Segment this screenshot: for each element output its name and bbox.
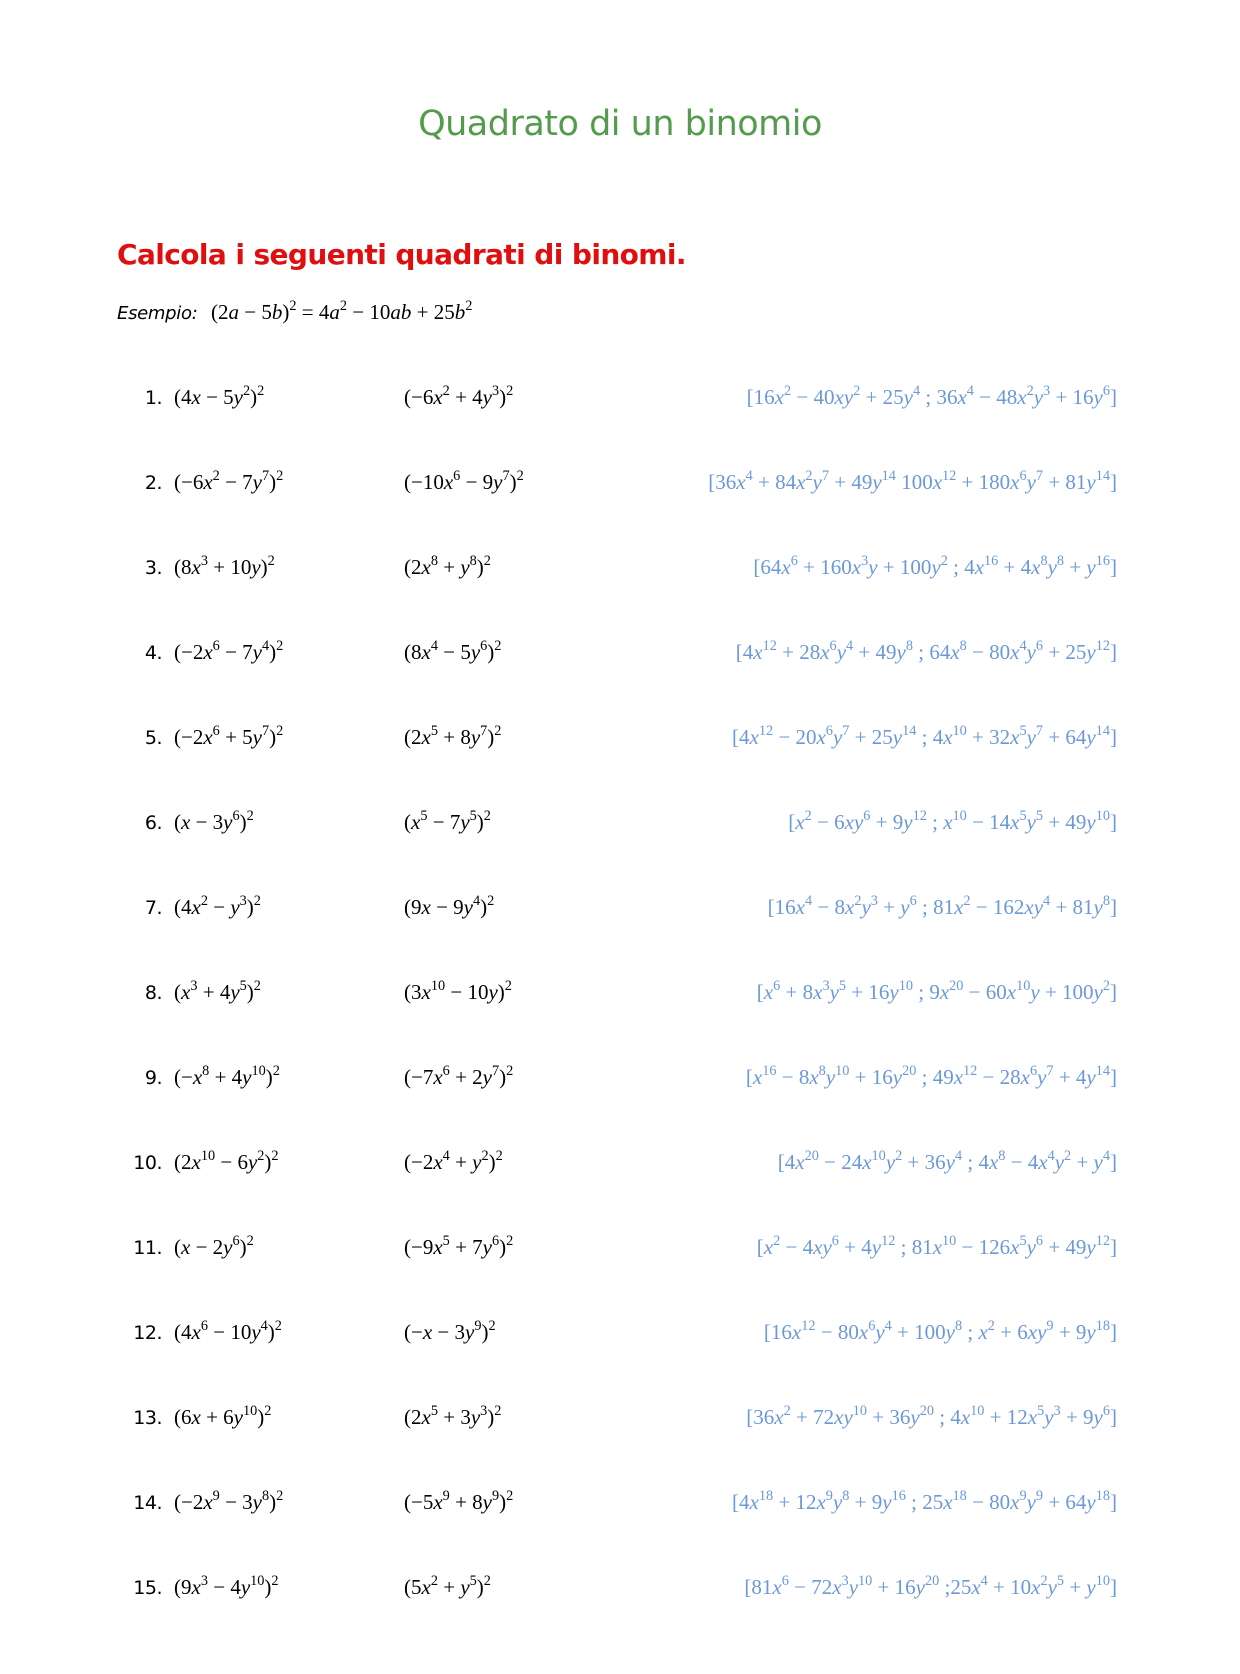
exercise-answer: [$x^2 - 4xy^6 + 4y^{12}$ ; $81x^{10} - 126x^5y^6 + 49y^{12}$] [756, 1232, 1117, 1259]
example-line [117, 297, 473, 325]
exercise-expression-b: $(-2x^4 + y^2)^2$ [404, 1147, 503, 1174]
exercise-expression-a: $(-x^8 + 4y^{10})^2$ [174, 1062, 280, 1089]
exercise-answer: [$16x^{12} - 80x^6y^4 + 100y^8$ ; $x^2 + 6xy^9 + 9y^{18}$] [763, 1317, 1117, 1344]
exercise-number: 2. [144, 472, 162, 494]
exercise-expression-a: $(9x^3 - 4y^{10})^2$ [174, 1572, 279, 1599]
exercise-expression-a: $(x - 2y^6)^2$ [174, 1232, 254, 1259]
exercise-row [0, 1403, 1240, 1443]
exercise-answer: [$64x^6 + 160x^3y + 100y^2$ ; $4x^{16} + 4x^8y^8 + y^{16}$] [753, 552, 1117, 579]
exercise-number: 6. [144, 812, 162, 834]
exercise-answer: [$36x^2 + 72xy^{10} + 36y^{20}$ ; $4x^{10} + 12x^5y^3 + 9y^6$] [746, 1402, 1117, 1429]
exercise-expression-a: $(-6x^2 - 7y^7)^2$ [174, 467, 284, 494]
exercise-row [0, 383, 1240, 423]
exercise-expression-b: $(-5x^9 + 8y^9)^2$ [404, 1487, 514, 1514]
exercise-row [0, 1063, 1240, 1103]
exercise-expression-b: $(2x^8 + y^8)^2$ [404, 552, 491, 579]
exercise-answer: [$4x^{12} - 20x^6y^7 + 25y^{14}$ ; $4x^{10} + 32x^5y^7 + 64y^{14}$] [732, 722, 1117, 749]
exercise-number: 5. [144, 727, 162, 749]
exercise-row [0, 1488, 1240, 1528]
exercise-instruction-heading: Calcola i seguenti quadrati di binomi. [117, 238, 686, 271]
exercise-answer: [$81x^6 - 72x^3y^{10} + 16y^{20}$ $;25x^4 + 10x^2y^5 + y^{10}$] [744, 1572, 1117, 1599]
exercise-number: 12. [133, 1322, 162, 1344]
exercise-answer: [$4x^{18} + 12x^9y^8 + 9y^{16}$ ; $25x^{18} - 80x^9y^9 + 64y^{18}$] [732, 1487, 1117, 1514]
exercise-expression-b: $(2x^5 + 8y^7)^2$ [404, 722, 502, 749]
exercise-answer: [$4x^{12} + 28x^6y^4 + 49y^8$ ; $64x^8 - 80x^4y^6 + 25y^{12}$] [735, 637, 1117, 664]
example-label: Esempio: [117, 303, 198, 324]
exercise-number: 1. [144, 387, 162, 409]
exercise-number: 11. [133, 1237, 162, 1259]
exercise-row [0, 1318, 1240, 1358]
exercise-row [0, 808, 1240, 848]
exercise-answer: [$x^{16} - 8x^8y^{10} + 16y^{20}$ ; $49x^{12} - 28x^6y^7 + 4y^{14}$] [745, 1062, 1117, 1089]
exercise-expression-b: $(9x - 9y^4)^2$ [404, 892, 495, 919]
exercise-answer: [$4x^{20} - 24x^{10}y^2 + 36y^4$ ; $4x^8 - 4x^4y^2 + y^4$] [777, 1147, 1117, 1174]
example-expression: $(2a - 5b)^2 = 4a^2 - 10ab + 25b^2$ [211, 297, 473, 324]
page-title: Quadrato di un binomio [418, 104, 822, 144]
exercise-expression-b: $(x^5 - 7y^5)^2$ [404, 807, 491, 834]
exercise-number: 4. [144, 642, 162, 664]
exercise-number: 13. [133, 1407, 162, 1429]
exercise-expression-b: $(-7x^6 + 2y^7)^2$ [404, 1062, 514, 1089]
exercise-expression-b: $(2x^5 + 3y^3)^2$ [404, 1402, 502, 1429]
exercise-row [0, 1233, 1240, 1273]
exercise-row [0, 638, 1240, 678]
exercise-row [0, 978, 1240, 1018]
exercise-expression-b: $(-10x^6 - 9y^7)^2$ [404, 467, 524, 494]
exercise-expression-a: $(x^3 + 4y^5)^2$ [174, 977, 261, 1004]
exercise-expression-b: $(-9x^5 + 7y^6)^2$ [404, 1232, 514, 1259]
exercise-expression-a: $(4x^2 - y^3)^2$ [174, 892, 261, 919]
exercise-expression-a: $(8x^3 + 10y)^2$ [174, 552, 275, 579]
exercise-expression-a: $(4x - 5y^2)^2$ [174, 382, 265, 409]
exercise-expression-b: $(5x^2 + y^5)^2$ [404, 1572, 491, 1599]
exercise-row [0, 468, 1240, 508]
exercise-answer: [$16x^2 - 40xy^2 + 25y^4$ ; $36x^4 - 48x^2y^3 + 16y^6$] [746, 382, 1117, 409]
exercise-answer: [$16x^4 - 8x^2y^3 + y^6$ ; $81x^2 - 162xy^4 + 81y^8$] [767, 892, 1117, 919]
exercise-row [0, 893, 1240, 933]
exercise-expression-a: $(-2x^6 + 5y^7)^2$ [174, 722, 284, 749]
exercise-expression-b: $(8x^4 - 5y^6)^2$ [404, 637, 502, 664]
exercise-expression-a: $(2x^{10} - 6y^2)^2$ [174, 1147, 279, 1174]
exercise-row [0, 553, 1240, 593]
exercise-number: 15. [133, 1577, 162, 1599]
exercise-answer: [$36x^4 + 84x^2y^7 + 49y^{14}$ $100x^{12} + 180x^6y^7 + 81y^{14}$] [708, 467, 1117, 494]
exercise-expression-a: $(-2x^6 - 7y^4)^2$ [174, 637, 284, 664]
exercise-row [0, 1148, 1240, 1188]
exercise-expression-b: $(-6x^2 + 4y^3)^2$ [404, 382, 514, 409]
exercise-answer: [$x^2 - 6xy^6 + 9y^{12}$ ; $x^{10} - 14x^5y^5 + 49y^{10}$] [788, 807, 1117, 834]
exercise-number: 8. [144, 982, 162, 1004]
exercise-row [0, 723, 1240, 763]
exercise-expression-a: $(4x^6 - 10y^4)^2$ [174, 1317, 282, 1344]
exercise-answer: [$x^6 + 8x^3y^5 + 16y^{10}$ ; $9x^{20} - 60x^{10}y + 100y^2$] [756, 977, 1117, 1004]
exercise-row [0, 1573, 1240, 1613]
exercise-expression-b: $(3x^{10} - 10y)^2$ [404, 977, 512, 1004]
exercise-number: 9. [144, 1067, 162, 1089]
exercise-expression-a: $(-2x^9 - 3y^8)^2$ [174, 1487, 284, 1514]
exercise-number: 3. [144, 557, 162, 579]
exercise-expression-b: $(-x - 3y^9)^2$ [404, 1317, 496, 1344]
exercise-number: 10. [133, 1152, 162, 1174]
exercise-number: 14. [133, 1492, 162, 1514]
exercise-expression-a: $(6x + 6y^{10})^2$ [174, 1402, 272, 1429]
exercise-expression-a: $(x - 3y^6)^2$ [174, 807, 254, 834]
exercise-number: 7. [144, 897, 162, 919]
